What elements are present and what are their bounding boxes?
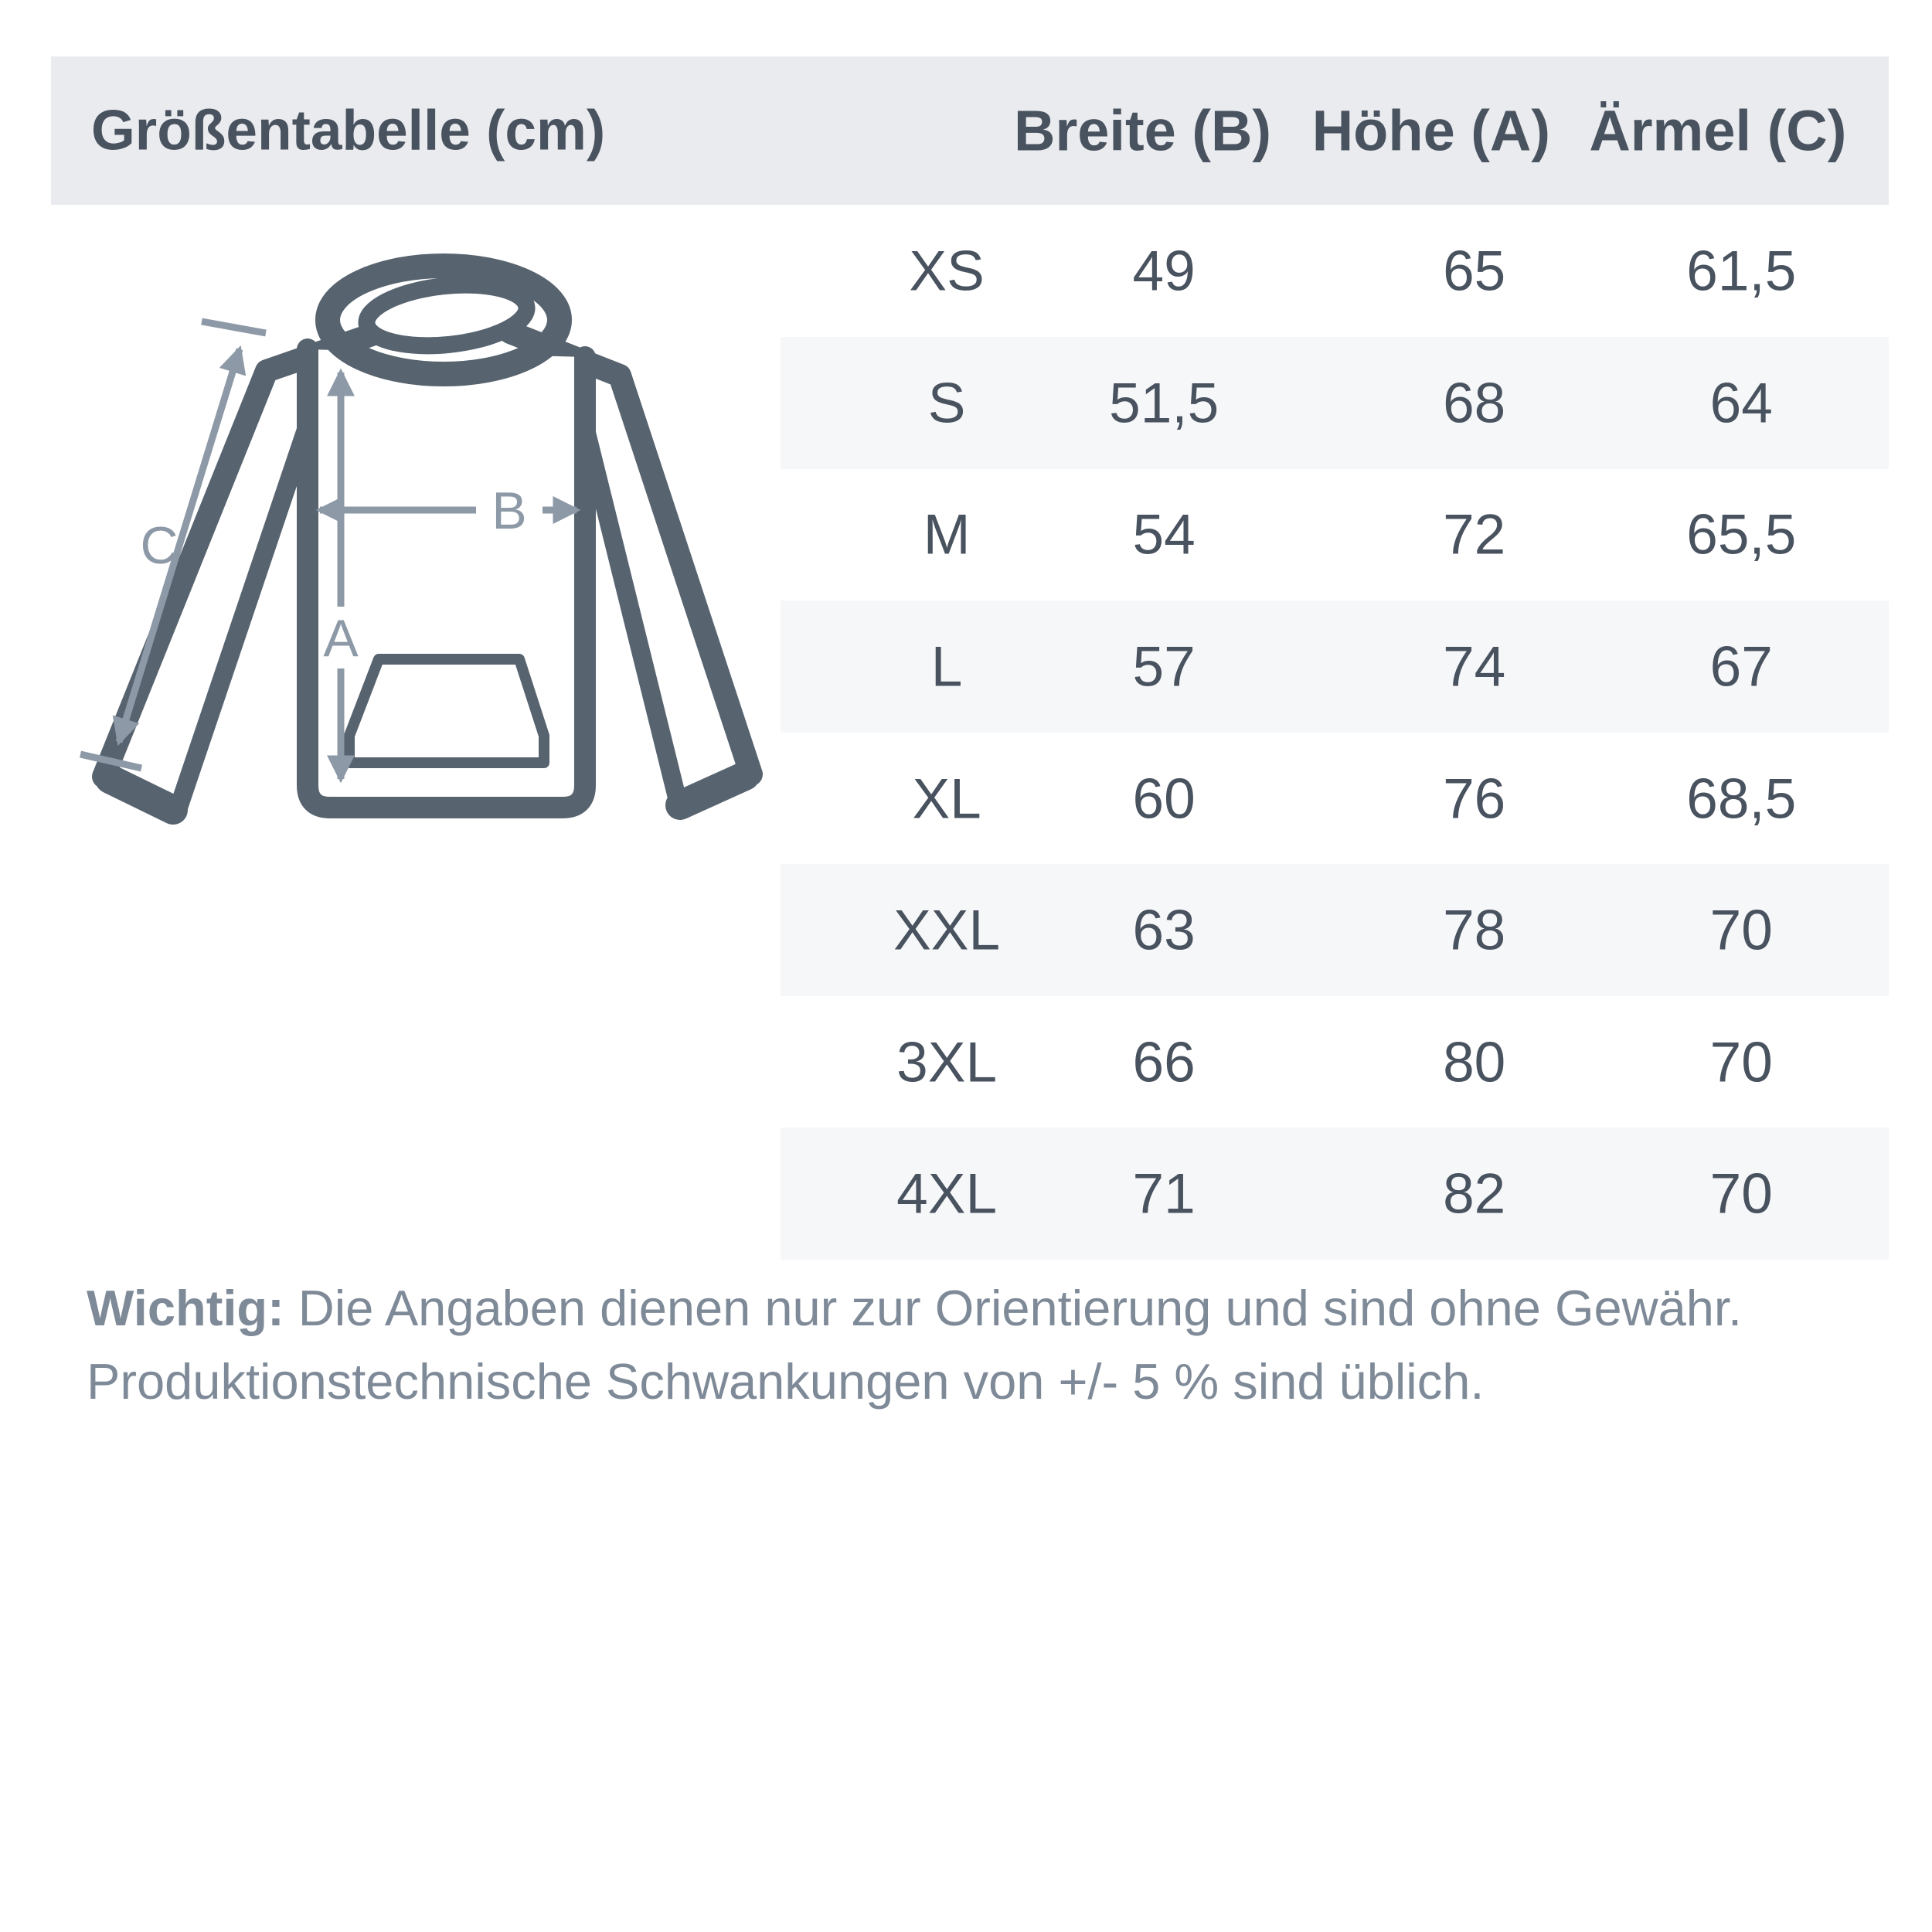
breite-value: 71 <box>1132 1162 1196 1225</box>
size-label: XS <box>909 240 985 302</box>
hoehe-value: 76 <box>1443 767 1506 830</box>
hoodie-right-cuff <box>680 776 745 805</box>
size-label: 4XL <box>896 1162 998 1225</box>
column-header-breite: Breite (B) <box>1014 98 1272 163</box>
size-table <box>781 205 1889 1260</box>
disclaimer-label: Wichtig: <box>87 1280 284 1336</box>
dimension-label-c: C <box>140 516 179 575</box>
hoehe-value: 78 <box>1443 899 1506 961</box>
size-label: M <box>923 503 971 566</box>
hoodie-measurement-diagram <box>46 201 804 896</box>
hoehe-value: 68 <box>1443 372 1506 434</box>
hoodie-pocket <box>349 659 544 763</box>
column-header-aermel: Ärmel (C) <box>1589 98 1847 163</box>
aermel-value: 61,5 <box>1686 240 1797 302</box>
aermel-value: 65,5 <box>1686 503 1797 566</box>
aermel-value: 67 <box>1709 635 1773 698</box>
column-header-hoehe: Höhe (A) <box>1311 98 1551 163</box>
hoehe-value: 82 <box>1443 1162 1506 1225</box>
aermel-value: 64 <box>1709 372 1773 434</box>
size-label: S <box>927 372 966 434</box>
breite-value: 54 <box>1132 503 1196 566</box>
breite-value: 60 <box>1132 767 1196 830</box>
aermel-value: 70 <box>1709 899 1773 961</box>
table-row-4xl <box>781 1128 1889 1260</box>
disclaimer-note <box>87 1271 1903 1418</box>
table-row-xl <box>781 733 1889 865</box>
size-label: L <box>930 635 963 698</box>
table-row-xxl <box>781 864 1889 996</box>
breite-value: 57 <box>1132 635 1196 698</box>
aermel-value: 68,5 <box>1686 767 1797 830</box>
arrow-c-top-tick <box>202 321 266 333</box>
aermel-value: 70 <box>1709 1031 1773 1094</box>
hoehe-value: 72 <box>1443 503 1506 566</box>
table-header-bar <box>51 56 1889 205</box>
dimension-label-a: A <box>323 609 359 668</box>
hoodie-left-cuff <box>110 779 173 810</box>
hoehe-value: 65 <box>1443 240 1506 302</box>
page-title: Größentabelle (cm) <box>91 99 606 162</box>
table-row-s <box>781 337 1889 469</box>
breite-value: 51,5 <box>1109 372 1219 434</box>
size-label: 3XL <box>896 1031 998 1094</box>
hoehe-value: 80 <box>1443 1031 1506 1094</box>
breite-value: 49 <box>1132 240 1196 302</box>
size-label: XXL <box>893 899 1001 961</box>
size-label: XL <box>912 767 981 830</box>
breite-value: 66 <box>1132 1031 1196 1094</box>
hoehe-value: 74 <box>1443 635 1506 698</box>
aermel-value: 70 <box>1709 1162 1773 1225</box>
disclaimer-line1: Die Angaben dienen nur zur Orientierung und sind ohne Gewähr. <box>284 1280 1743 1336</box>
table-row-xs <box>781 205 1889 337</box>
dimension-label-b: B <box>492 481 527 540</box>
table-row-l <box>781 600 1889 733</box>
table-row-3xl <box>781 996 1889 1128</box>
breite-value: 63 <box>1132 899 1196 961</box>
table-row-m <box>781 468 1889 600</box>
disclaimer-line2: Produktionstechnische Schwankungen von +/- 5 % sind üblich. <box>87 1353 1485 1410</box>
